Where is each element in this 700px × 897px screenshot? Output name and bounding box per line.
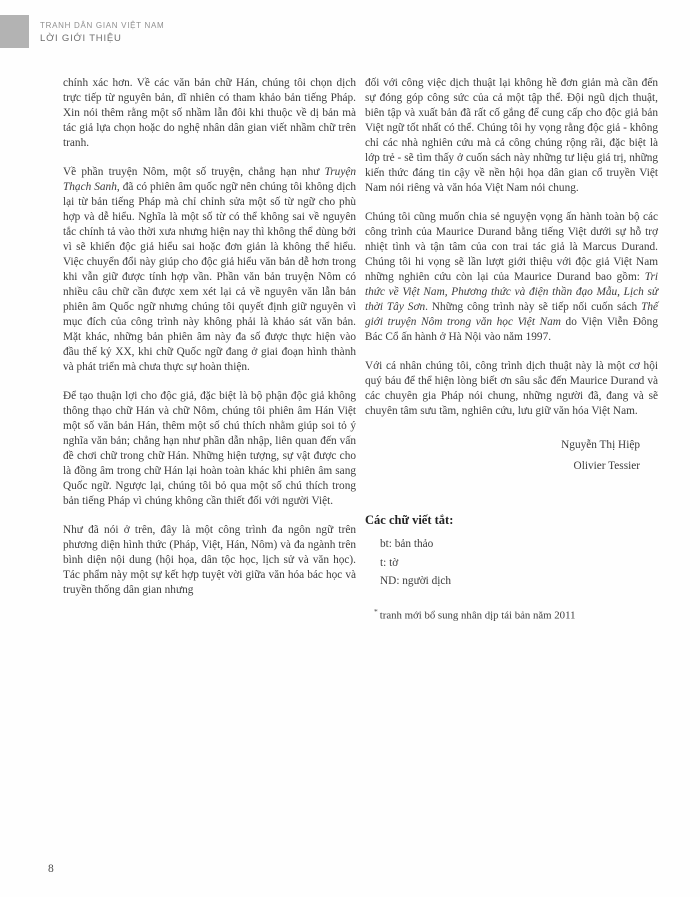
line-item: Nguyễn Thị Hiệp [561,439,640,451]
right-column [365,76,658,623]
line-item: bt: bản thảo [380,538,434,550]
paragraph: đối với công việc dịch thuật lại không hề đơn giản mà cần đến sự đóng góp công sức của cả một tập thể. Đội ngũ dịch thuật, biên tập và xuất bản đã rất cố gắng để cung cấp cho độc giả bản Việt ngữ tốt nhất có thể. Chúng tôi hy vọng rằng độc giả - không chỉ các nhà nghiên cứu mà cả công chúng rộng rãi, đặc biệt là lớp trẻ - sẽ tìm thấy ở cuốn sách này những tư liệu giá trị, những kiến thức đáng tin cậy về nền hội họa dân gian cổ truyền Việt Nam nói riêng và văn hóa Việt Nam nói chung. [365,77,658,194]
signature-block [365,435,658,477]
line-item: t: tờ [380,556,399,569]
paragraph: Về phần truyện Nôm, một số truyện, chẳng hạn như Truyện Thạch Sanh, đã có phiên âm quốc ngữ nên chúng tôi không dịch lại từ bản tiếng Pháp mà chỉ chỉnh sửa một số từ ngữ cho phù hợp và dễ hiểu. Nghĩa là một số từ có thể không sai về nguyên tắc chính tả vào thời xưa nhưng hiện nay thì không thể dùng bởi vì sẽ khiến độc giả hiểu sai hoặc đơn giản là không thể hiểu. Việc chuyển đổi này giúp cho độc giả hiểu văn bản dễ hơn trong khi vẫn giữ được tính hợp vần. Phần văn bản truyện Nôm có nhiều câu chữ cần được xem xét lại cả về nguyên văn lẫn bản phiên âm Quốc ngữ nhưng chúng tôi quyết định giữ nguyên vì mục đích của công trình này không phải là khảo sát văn bản. Mặt khác, những bản phiên âm này đa số được thực hiện vào đầu thế kỷ XX, khi chữ Quốc ngữ đang ở giai đoạn hình thành và phát triển mà chưa thực sự hoàn thiện. [63,166,356,373]
footnote-text: tranh mới bổ sung nhân dịp tái bản năm 2011 [379,609,576,622]
page-number: 8 [48,863,54,875]
abbreviations-list [365,535,658,591]
page-header [40,21,164,44]
right-column-paragraphs [365,76,658,419]
corner-mark [0,15,29,48]
left-column [63,76,356,623]
line-item: Olivier Tessier [573,460,640,472]
paragraph: Như đã nói ở trên, đây là một công trình đa ngôn ngữ trên phương diện hình thức (Pháp, Việt, Hán, Nôm) và đa ngành trên bình diện nội dung (hội họa, dân tộc học, lịch sử và văn học). Tác phẩm này một sự kết hợp tuyệt vời giữa văn hóa bác học và truyền thống dân gian nhưng [63,524,356,596]
abbreviations-heading: Các chữ viết tắt: [365,513,454,527]
book-title: TRANH DÂN GIAN VIỆT NAM [40,21,165,30]
paragraph: Với cá nhân chúng tôi, công trình dịch thuật này là một cơ hội quý báu để thể hiện lòng biết ơn sâu sắc đến Maurice Durand và các chuyên gia Pháp nói chung, những người đã, đang và sẽ chuyên tâm sưu tầm, nghiên cứu, lưu giữ văn hóa Việt Nam. [365,360,658,417]
line-item: ND: người dịch [380,575,452,587]
text-columns [63,76,659,623]
paragraph: Để tạo thuận lợi cho độc giả, đặc biệt là bộ phận độc giả không thông thạo chữ Hán và chữ Nôm, chúng tôi phiên âm Hán Việt một số văn bản Hán, thêm một số chú thích nhằm giúp soi tỏ ý nghĩa văn bản; chẳng hạn như phần dẫn nhập, liên quan đến vấn đề chơi chữ trong chữ Hán. Những hiện tượng, sự vật được cho là đồng âm trong chữ Hán lại hoàn toàn khác khi phiên âm sang Quốc ngữ. Ngược lại, chúng tôi bỏ qua một số chú thích trong bản tiếng Pháp vì chúng không cần thiết đối với người Việt. [63,390,356,507]
paragraph: chính xác hơn. Về các văn bản chữ Hán, chúng tôi chọn dịch trực tiếp từ nguyên bản, dĩ nhiên có tham khảo bản tiếng Pháp. Xin nói thêm rằng một số nhầm lẫn đôi khi thuộc về dị bản mà tác giả lựa chọn hoặc do nghệ nhân dân gian viết nhầm chữ trên tranh. [63,77,356,149]
footnote [365,604,658,624]
paragraph: Chúng tôi cũng muốn chia sẻ nguyện vọng ấn hành toàn bộ các công trình của Maurice Durand bằng tiếng Việt dưới sự hỗ trợ nhiệt tình và tận tâm của con trai tác giả là Marcus Durand. Chúng tôi hi vọng sẽ lần lượt giới thiệu với độc giả Việt Nam những nghiên cứu còn lại của Maurice Durand bao gồm: Tri thức về Việt Nam, Phương thức và điện thần đạo Mẫu, Lịch sử thời Tây Sơn. Những công trình này sẽ tiếp nối cuốn sách Thế giới truyện Nôm trong văn học Việt Nam do Viện Viễn Đông Bác Cổ ấn hành ở Hà Nội vào năm 1997. [365,211,659,343]
section-title: LỜI GIỚI THIỆU [40,33,122,44]
footnote-marker: * [374,606,378,616]
